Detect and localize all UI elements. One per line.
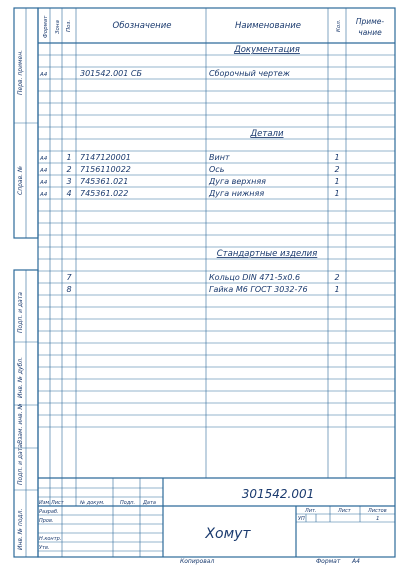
side-label-inv-podl: Инв. № подл. <box>17 508 24 550</box>
table-row <box>38 273 395 283</box>
stamp-label-razrab: Разраб. <box>39 509 59 515</box>
footer-format-value: А4 <box>352 558 360 565</box>
cell-name: Сборочный чертеж <box>209 69 290 78</box>
stamp-label-list2: Лист <box>338 508 351 514</box>
cell-qty: 1 <box>334 189 340 198</box>
stamp-title: Хомут <box>205 526 251 542</box>
cell-pos: 4 <box>66 189 72 198</box>
cell-pos: 1 <box>66 153 72 162</box>
cell-designation: 7156110022 <box>80 165 131 174</box>
table-row <box>38 249 395 259</box>
cell-name: Детали <box>250 129 284 139</box>
table-header <box>43 15 384 38</box>
table-row <box>38 129 395 139</box>
footer-format-label: Формат <box>316 558 341 565</box>
stamp-label-utv: Утв. <box>39 545 50 551</box>
cell-qty: 1 <box>334 177 340 186</box>
cell-format: А4 <box>40 192 48 198</box>
cell-name: Стандартные изделия <box>216 249 318 259</box>
table-row <box>38 69 395 79</box>
cell-qty: 2 <box>334 165 340 174</box>
header-note-line2: чание <box>358 28 382 37</box>
cell-qty: 1 <box>334 153 340 162</box>
header-format: Формат <box>43 15 49 38</box>
header-zone: Зона <box>55 20 61 34</box>
cell-qty: 1 <box>334 285 340 294</box>
side-label-perv-primen: Перв. примен. <box>17 49 24 95</box>
side-label-vzam-inv: Взам. инв. № <box>17 403 24 444</box>
table-row <box>38 189 395 199</box>
table-row <box>38 153 395 163</box>
side-label-podp-data-1: Подп. и дата <box>17 292 24 333</box>
cell-designation: 7147120001 <box>80 153 131 162</box>
footer-copied: Копировал <box>180 558 215 565</box>
sheet-frame <box>38 8 395 557</box>
side-label-sprav: Справ. № <box>17 165 24 195</box>
header-qty: Кол. <box>336 19 342 32</box>
stamp-label-lit: Лит. <box>305 508 317 514</box>
side-label-podp-data-2: Подп. и дата <box>17 444 24 485</box>
stamp-label-nkontr: Н.контр. <box>39 536 62 542</box>
table-row <box>38 165 395 175</box>
stamp-label-podp: Подп. <box>120 500 136 506</box>
title-block <box>38 478 395 557</box>
cell-name: Дуга верхняя <box>209 177 266 186</box>
stamp-lit-value: УП <box>298 516 305 522</box>
header-name: Наименование <box>234 21 302 31</box>
stamp-label-list: Лист <box>51 500 64 506</box>
cell-designation: 745361.021 <box>80 177 129 186</box>
stamp-label-ndokum: № докум. <box>80 500 105 506</box>
cell-pos: 7 <box>66 273 72 282</box>
cell-name: Гайка М6 ГОСТ 3032-76 <box>209 285 308 294</box>
cell-pos: 3 <box>66 177 72 186</box>
cell-name: Документация <box>234 45 300 55</box>
stamp-listov-value: 1 <box>376 516 380 522</box>
stamp-label-data: Дата <box>143 500 156 506</box>
table-row <box>38 285 395 295</box>
header-designation: Обозначение <box>112 21 172 31</box>
stamp-label-listov: Листов <box>368 508 387 514</box>
table-body <box>38 45 395 427</box>
cell-name: Ось <box>209 165 225 174</box>
cell-qty: 2 <box>334 273 340 282</box>
table-row <box>38 177 395 187</box>
cell-format: А4 <box>40 156 48 162</box>
cell-designation: 745361.022 <box>80 189 129 198</box>
cell-pos: 2 <box>66 165 72 174</box>
cell-format: А4 <box>40 72 48 78</box>
cell-name: Кольцо DIN 471-5х0.6 <box>209 273 301 282</box>
header-note-line1: Приме- <box>355 17 385 26</box>
stamp-label-izm: Изм. <box>39 500 51 506</box>
table-row <box>38 45 395 55</box>
cell-format: А4 <box>40 180 48 186</box>
cell-name: Винт <box>209 153 230 162</box>
cell-name: Дуга нижняя <box>209 189 265 198</box>
stamp-designation: 301542.001 <box>241 487 315 501</box>
stamp-label-prov: Пров. <box>39 518 54 524</box>
cell-format: А4 <box>40 168 48 174</box>
cell-pos: 8 <box>66 285 72 294</box>
header-pos: Поз. <box>66 19 72 32</box>
side-label-inv-dubl: Инв. № дубл. <box>17 356 24 398</box>
cell-designation: 301542.001 СБ <box>80 69 142 78</box>
